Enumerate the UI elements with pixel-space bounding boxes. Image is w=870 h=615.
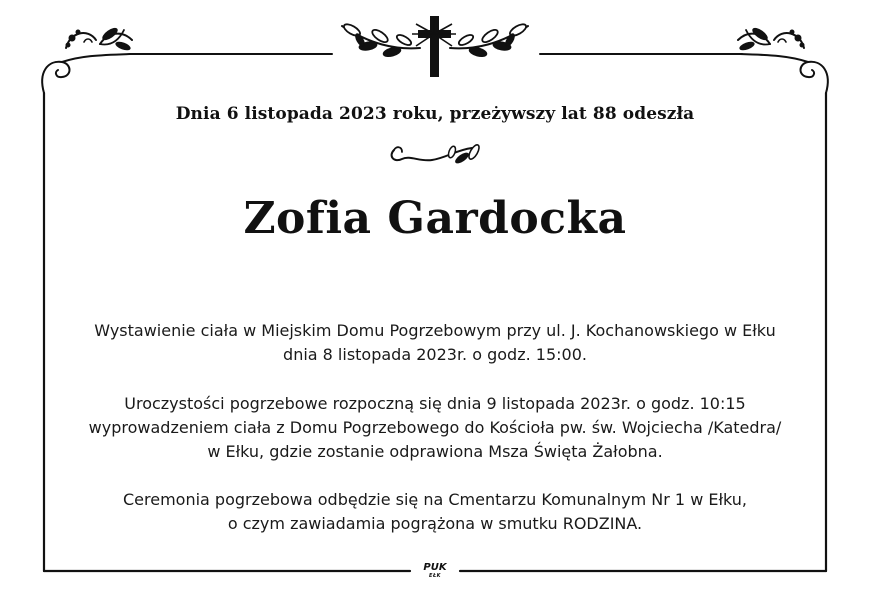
deceased-name: Zofia Gardocka — [243, 193, 627, 244]
funeral-home-logo — [417, 563, 453, 579]
paragraph-line: Wystawienie ciała w Miejskim Domu Pogrzebowym przy ul. J. Kochanowskiego w Ełku — [94, 321, 776, 340]
logo-text-secondary: EŁK — [428, 573, 442, 579]
corner-flourish-left-icon — [42, 26, 132, 93]
paragraph-line: o czym zawiadamia pogrążona w smutku RODZINA. — [227, 514, 643, 533]
corner-flourish-right-icon — [738, 26, 828, 93]
logo-text-primary: PUK — [423, 562, 447, 573]
viewing-paragraph — [40, 319, 830, 367]
flourish-icon — [392, 143, 481, 165]
cross-icon — [412, 16, 456, 77]
death-date-headline: Dnia 6 listopada 2023 roku, przeżywszy lat 88 odeszła — [175, 104, 695, 124]
paragraph-line: w Ełku, gdzie zostanie odprawiona Msza Święta Żałobna. — [207, 442, 663, 461]
paragraph-line: wyprowadzeniem ciała z Domu Pogrzebowego do Kościoła pw. św. Wojciecha /Katedra/ — [88, 418, 782, 437]
paragraph-line: Ceremonia pogrzebowa odbędzie się na Cmentarzu Komunalnym Nr 1 w Ełku, — [122, 490, 748, 509]
laurel-right-icon — [450, 22, 528, 58]
paragraph-line: Uroczystości pogrzebowe rozpoczną się dnia 9 listopada 2023r. o godz. 10:15 — [124, 394, 746, 413]
paragraph-line: dnia 8 listopada 2023r. o godz. 15:00. — [283, 345, 587, 364]
burial-paragraph — [40, 488, 830, 536]
laurel-left-icon — [342, 22, 420, 58]
ceremony-paragraph — [40, 392, 830, 464]
